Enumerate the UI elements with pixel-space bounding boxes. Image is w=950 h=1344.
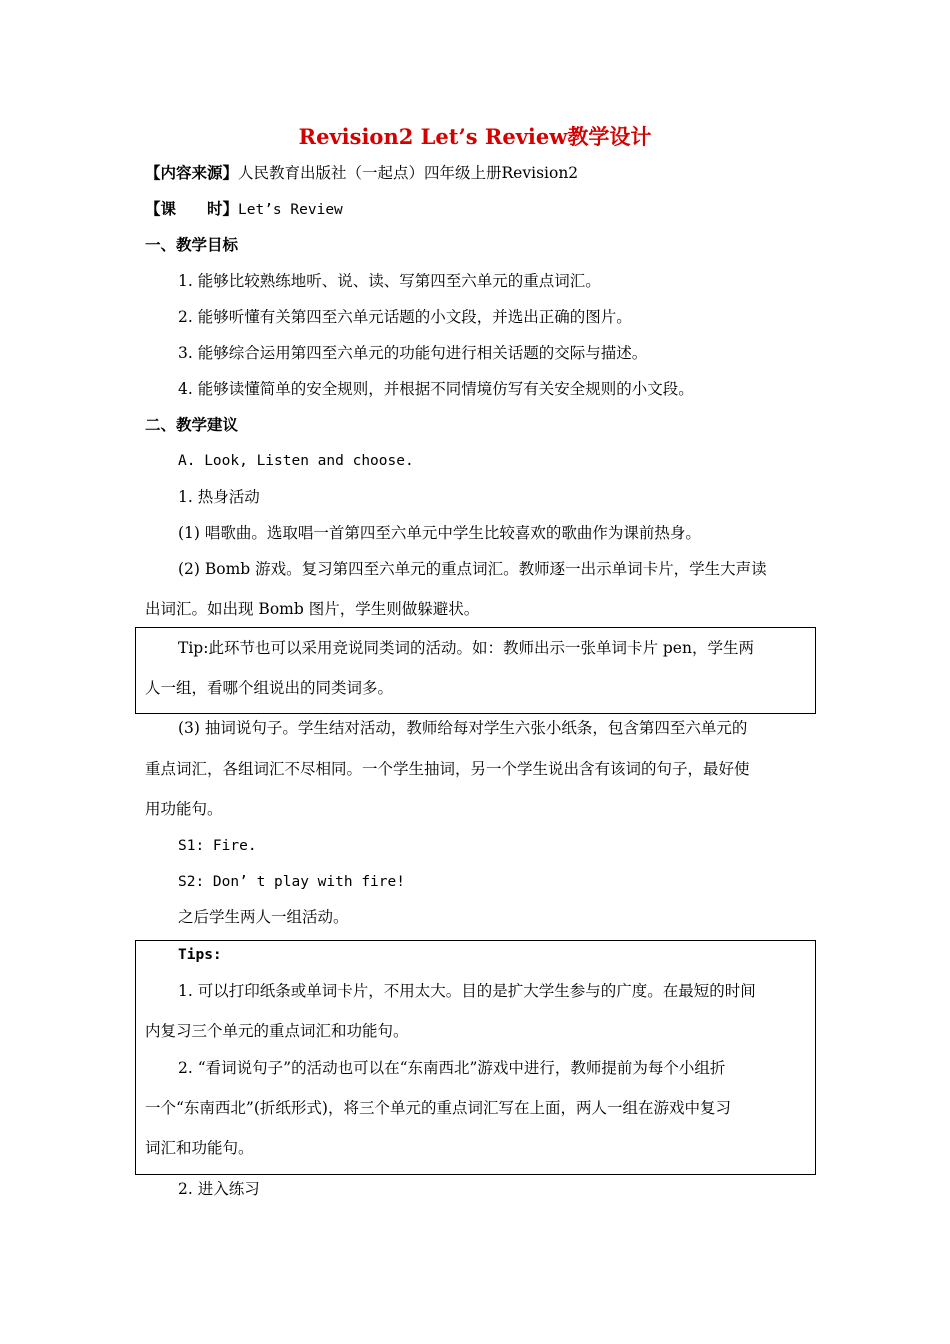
tips-title: Tips: xyxy=(178,947,222,963)
meta-source-label: 【内容来源】 xyxy=(145,163,239,182)
tips-line1: 1. 可以打印纸条或单词卡片，不用太大。目的是扩大学生参与的广度。在最短的时间 xyxy=(178,982,756,1000)
activity-a-heading: A. Look, Listen and choose. xyxy=(178,453,414,469)
meta-lesson xyxy=(145,199,343,220)
step-practice: 2. 进入练习 xyxy=(178,1180,260,1198)
paragraph-draw-words-line2: 重点词汇，各组词汇不尽相同。一个学生抽词，另一个学生说出含有该词的句子，最好使 xyxy=(145,760,750,778)
goal-item: 2. 能够听懂有关第四至六单元话题的小文段，并选出正确的图片。 xyxy=(178,308,632,326)
goal-item: 4. 能够读懂简单的安全规则，并根据不同情境仿写有关安全规则的小文段。 xyxy=(178,380,694,398)
section-heading-goals: 一、教学目标 xyxy=(145,235,239,254)
document-title: Revision2 Let’s Review教学设计 xyxy=(298,124,652,149)
goal-item: 3. 能够综合运用第四至六单元的功能句进行相关话题的交际与描述。 xyxy=(178,344,648,362)
paragraph-bomb-line1: (2) Bomb 游戏。复习第四至六单元的重点词汇。教师逐一出示单词卡片，学生大声读 xyxy=(178,560,767,578)
paragraph-draw-words-line1: (3) 抽词说句子。学生结对活动，教师给每对学生六张小纸条，包含第四至六单元的 xyxy=(178,719,748,737)
meta-lesson-label: 【课 时】 xyxy=(145,199,239,218)
tips-line2: 内复习三个单元的重点词汇和功能句。 xyxy=(145,1022,409,1040)
section-heading-suggestions: 二、教学建议 xyxy=(145,415,239,434)
tips-line4: 一个“东南西北”(折纸形式)，将三个单元的重点词汇写在上面，两人一组在游戏中复习 xyxy=(145,1099,731,1117)
dialogue-s1: S1: Fire. xyxy=(178,838,257,854)
paragraph-bomb-line2: 出词汇。如出现 Bomb 图片，学生则做躲避状。 xyxy=(145,600,480,618)
tips-line3: 2. “看词说句子”的活动也可以在“东南西北”游戏中进行，教师提前为每个小组折 xyxy=(178,1059,726,1077)
paragraph-song: (1) 唱歌曲。选取唱一首第四至六单元中学生比较喜欢的歌曲作为课前热身。 xyxy=(178,524,701,542)
meta-lesson-value: Let’s Review xyxy=(238,202,343,218)
paragraph-pair-activity: 之后学生两人一组活动。 xyxy=(178,908,349,926)
step-warmup: 1. 热身活动 xyxy=(178,488,260,506)
goal-item: 1. 能够比较熟练地听、说、读、写第四至六单元的重点词汇。 xyxy=(178,272,601,290)
tips-line5: 词汇和功能句。 xyxy=(145,1139,254,1157)
meta-source xyxy=(145,163,578,183)
paragraph-draw-words-line3: 用功能句。 xyxy=(145,800,223,818)
meta-source-value: 人民教育出版社（一起点）四年级上册Revision2 xyxy=(238,164,579,182)
tip-line2: 人一组，看哪个组说出的同类词多。 xyxy=(145,679,394,697)
tip-line1: Tip:此环节也可以采用竞说同类词的活动。如：教师出示一张单词卡片 pen，学生两 xyxy=(178,639,754,657)
dialogue-s2: S2: Don’ t play with fire! xyxy=(178,874,405,890)
